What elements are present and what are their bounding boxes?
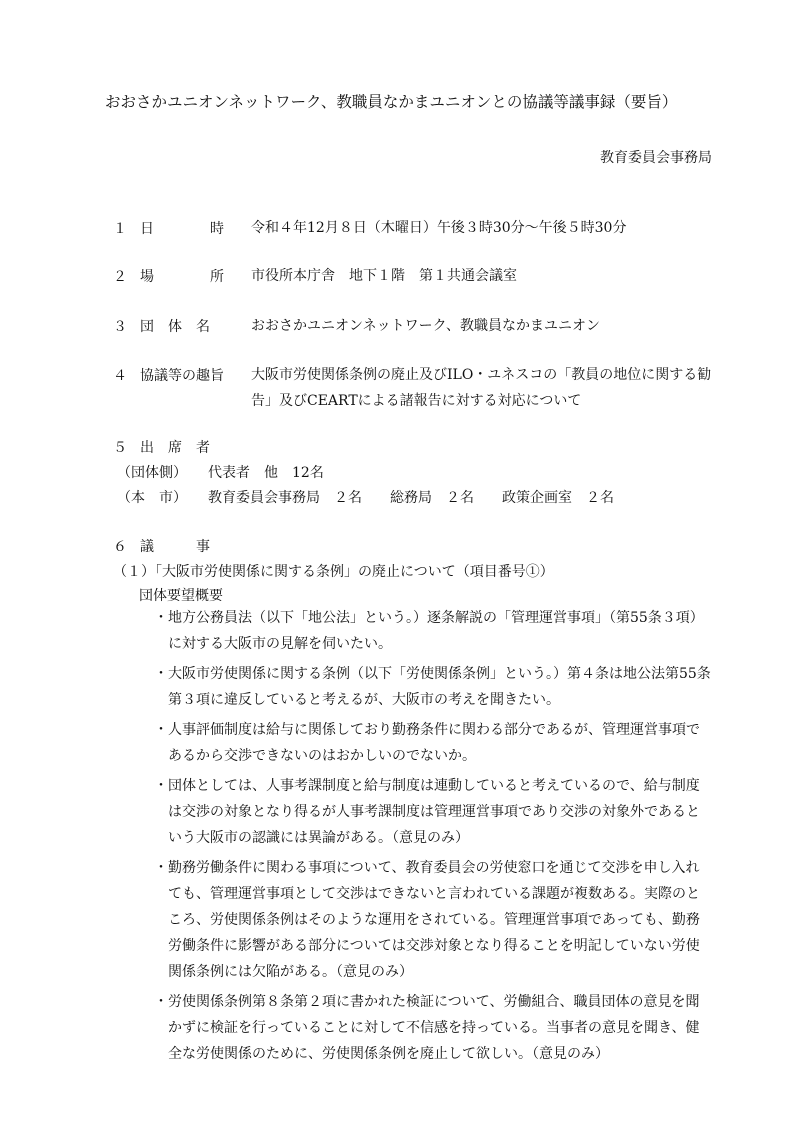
bullet-line: 団体としては、人事考課制度と給与制度は連動していると考えているので、給与制度 (168, 778, 700, 794)
item-1-label: 日 時 (140, 221, 224, 237)
item-1-value: 令和４年12月８日（木曜日）午後３時30分～午後５時30分 (251, 220, 627, 236)
bullet-line: ころ、労使関係条例はそのような運用をされている。管理運営事項であっても、勤務 (168, 912, 700, 928)
bullet-line: 人事評価制度は給与に関係しており勤務条件に関わる部分であるが、管理運営事項で (168, 722, 700, 738)
item-2-label: 場 所 (140, 269, 224, 285)
item-4-label: 協議等の趣旨 (140, 368, 224, 384)
group-side-value: 代表者 他 12名 (208, 465, 324, 481)
bullet-line: に対する大阪市の見解を伺いたい。 (168, 636, 392, 652)
bullet-line: 関係条例には欠陥がある。（意見のみ） (168, 964, 413, 980)
item-3-value: おおさかユニオンネットワーク、教職員なかまユニオン (251, 318, 601, 334)
city-side-label: （本 市） (117, 490, 187, 506)
agenda-number: ６ (113, 539, 127, 555)
city-side-value: 教育委員会事務局 ２名 総務局 ２名 政策企画室 ２名 (208, 490, 614, 506)
agenda-label: 議 事 (140, 539, 210, 555)
bullet-mark: ・ (154, 610, 168, 626)
item-4-value-line-1: 大阪市労使関係条例の廃止及びILO・ユネスコの「教員の地位に関する勧 (251, 367, 712, 383)
item-4-number: ４ (113, 368, 127, 384)
bullet-line: 全な労使関係のために、労使関係条例を廃止して欲しい。（意見のみ） (168, 1046, 609, 1062)
request-bullet-4 (154, 773, 724, 851)
item-2-value: 市役所本庁舎 地下１階 第１共通会議室 (251, 268, 517, 284)
issuing-office: 教育委員会事務局 (600, 150, 712, 166)
item-1-number: １ (113, 221, 127, 237)
bullet-text (168, 661, 724, 713)
request-bullet-3 (154, 717, 724, 769)
item-3-number: ３ (113, 319, 127, 335)
bullet-mark: ・ (154, 722, 168, 738)
bullet-text (168, 605, 724, 657)
agenda-subitem-title: （１）「大阪市労使関係に関する条例」の廃止について（項目番号①） (113, 564, 554, 580)
attendees-number: ５ (113, 440, 127, 456)
bullet-text (168, 989, 724, 1067)
bullet-line: あるから交渉できないのはおかしいのでないか。 (168, 748, 476, 764)
item-2-number: ２ (113, 269, 127, 285)
bullet-line: かずに検証を行っていることに対して不信感を持っている。当事者の意見を聞き、健 (168, 1020, 700, 1036)
bullet-line: 勤務労働条件に関わる事項について、教育委員会の労使窓口を通じて交渉を申し入れ (168, 860, 700, 876)
request-bullet-list (154, 605, 724, 1071)
bullet-line: は交渉の対象となり得るが人事考課制度は管理運営事項であり交渉の対象外であると (168, 804, 700, 820)
group-side-label: （団体側） (117, 465, 187, 481)
item-4-value-line-2: 告」及びCEARTによる諸報告に対する対応について (251, 393, 582, 409)
bullet-text (168, 773, 724, 851)
bullet-mark: ・ (154, 860, 168, 876)
bullet-mark: ・ (154, 666, 168, 682)
request-bullet-5 (154, 855, 724, 985)
bullet-mark: ・ (154, 778, 168, 794)
bullet-text (168, 855, 724, 985)
bullet-text (168, 717, 724, 769)
bullet-line: 地方公務員法（以下「地公法」という。）逐条解説の「管理運営事項」（第55条３項） (168, 610, 704, 626)
bullet-line: いう大阪市の認識には異論がある。（意見のみ） (168, 830, 469, 846)
bullet-line: 大阪市労使関係に関する条例（以下「労使関係条例」という。）第４条は地公法第55条 (168, 666, 711, 682)
bullet-line: 労使関係条例第８条第２項に書かれた検証について、労働組合、職員団体の意見を聞 (168, 994, 700, 1010)
bullet-line: ても、管理運営事項として交渉はできないと言われている課題が複数ある。実際のと (168, 886, 700, 902)
request-bullet-6 (154, 989, 724, 1067)
bullet-line: 労働条件に影響がある部分については交渉対象となり得ることを明記していない労使 (168, 938, 700, 954)
request-bullet-1 (154, 605, 724, 657)
bullet-mark: ・ (154, 994, 168, 1010)
attendees-label: 出 席 者 (140, 440, 210, 456)
request-bullet-2 (154, 661, 724, 713)
summary-label: 団体要望概要 (139, 588, 223, 604)
document-title: おおさかユニオンネットワーク、教職員なかまユニオンとの協議等議事録（要旨） (105, 93, 678, 111)
bullet-line: 第３項に違反していると考えるが、大阪市の考えを聞きたい。 (168, 692, 560, 708)
item-3-label: 団 体 名 (140, 319, 210, 335)
